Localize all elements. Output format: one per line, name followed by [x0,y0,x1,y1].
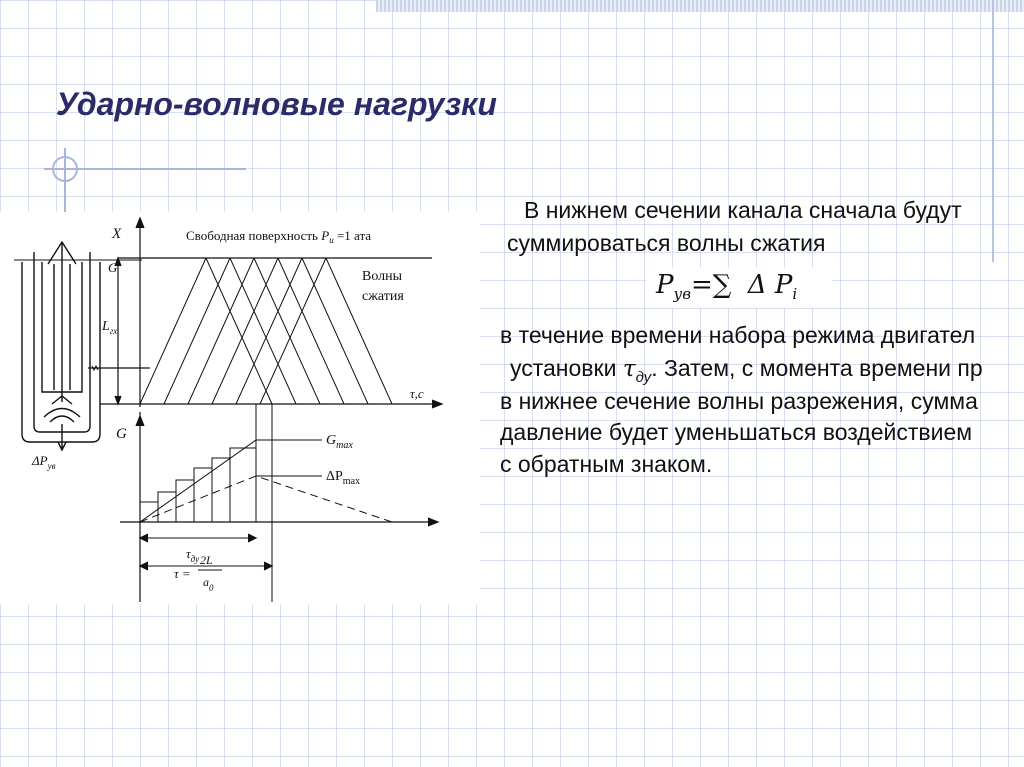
time-axis-label: τ,с [410,386,424,401]
wave-lines [140,258,392,404]
tank-schematic [14,242,142,450]
waves-label-2: сжатия [362,289,404,304]
free-surface-label: Свободная поверхность $P_и =1$ ата [186,228,372,245]
paragraph-2-line-4: давление будет уменьшаться воздействием [500,419,973,445]
frac-numerator: 2L [200,553,213,567]
bottom-graph [120,404,438,602]
dp-label: $\Delta P_{ув}$ [32,453,56,471]
gmax-label: $G_{max}$ [326,433,353,451]
slide-title: Ударно-волновые нагрузки [56,86,497,122]
level-label: G [108,260,118,275]
top-graph [88,218,442,408]
tau-du-label: $\tau_{ду}$ [186,546,200,564]
wave-diagram [0,212,480,604]
paragraph-1-line-1: В нижнем сечении канала сначала будут [524,197,962,223]
x-axis-label: X [112,226,122,242]
g-axis-label: G [116,426,127,442]
paragraph-2-line-2: установки $\tau_{ду}$. Затем, с момента времени пр [510,355,983,386]
top-decoration-bar [376,0,1024,12]
pmax-label: $\Delta P_{max}$ [326,469,361,487]
frac-denominator: $a_0$ [203,575,214,593]
paragraph-2-line-5: с обратным знаком. [500,451,713,477]
paragraph-1-line-2: суммироваться волны сжатия [507,230,826,256]
paragraph-2-line-3: в нижнее сечение волны разрежения, сумма [500,388,978,414]
waves-label-1: Волны [362,269,403,284]
length-label: $L_{гх}$ [102,319,118,336]
decoration-circle [52,156,78,182]
tau-eq-label: τ = [174,566,191,581]
right-decoration-line [992,0,994,262]
paragraph-2-line-1: в течение времени набора режима двигател [500,322,976,348]
sum-formula: $P_{ув}=\sum$ Δ $P_i$ [646,268,832,308]
